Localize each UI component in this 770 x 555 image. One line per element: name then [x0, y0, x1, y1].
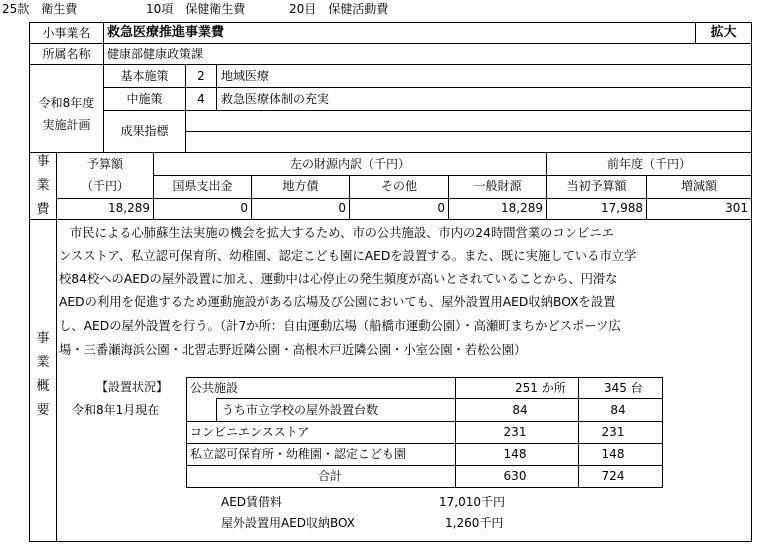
- basic-policy-name: 地域医療: [221, 69, 270, 83]
- mid-policy-label: 中施策: [126, 92, 163, 106]
- basic-policy-no: 2: [197, 69, 205, 83]
- cost-aed-rental-label: AED賃借料: [221, 495, 283, 509]
- kpi-label: 成果指標: [120, 124, 169, 138]
- value-initial: 17,988: [601, 201, 643, 215]
- plan-label-line2: 実施計画: [42, 118, 91, 132]
- value-bond: 0: [338, 201, 346, 215]
- install-public-count: 251 か所: [515, 381, 566, 395]
- amount-label: 予算額: [86, 157, 123, 171]
- status-badge: 拡大: [710, 25, 737, 40]
- cost-box-value: 1,260千円: [445, 516, 504, 530]
- install-school-a: 84: [512, 403, 528, 417]
- value-change: 301: [725, 201, 748, 215]
- mid-policy-no: 4: [197, 92, 205, 106]
- install-public-units: 345 台: [604, 381, 643, 395]
- install-row-conveni: コンビニエンスストア: [190, 425, 310, 439]
- value-amount: 18,289: [108, 201, 150, 215]
- install-date: 令和8年1月現在: [72, 403, 160, 417]
- install-nursery-a: 148: [503, 447, 527, 461]
- install-nursery-b: 148: [601, 447, 625, 461]
- install-total-a: 630: [503, 469, 527, 483]
- value-other: 0: [437, 201, 445, 215]
- install-row-nursery: 私立認可保育所・幼稚園・認定こども園: [190, 447, 407, 461]
- header-kan: 25款 衛生費: [2, 2, 78, 16]
- install-conveni-b: 231: [601, 425, 625, 439]
- basic-policy-label: 基本施策: [120, 69, 169, 83]
- header-moku: 20目 保健活動費: [289, 2, 389, 16]
- cost-aed-rental-value: 17,010千円: [439, 495, 505, 509]
- value-general: 18,289: [501, 201, 543, 215]
- summary-side-label: 事 業 概 要: [36, 331, 50, 418]
- install-conveni-a: 231: [503, 425, 527, 439]
- prev-year-label: 前年度（千円）: [606, 157, 691, 171]
- install-label: 【設置状況】: [96, 380, 169, 394]
- dept-label: 所属名称: [42, 47, 91, 61]
- summary-line: 校84校へのAEDの屋外設置に加え、運動中は心停止の発生頻度が高いとされていることから、円滑な: [59, 272, 618, 286]
- install-row-school: うち市立学校の屋外設置台数: [222, 403, 379, 417]
- col-initial: 当初予算額: [566, 179, 627, 193]
- summary-line: ンスストア、私立認可保育所、幼稚園、認定こども園にAEDを設置する。また、既に実施している市立学: [59, 249, 637, 263]
- plan-label: [30, 92, 103, 136]
- header-kou: 10項 保健衛生費: [146, 2, 246, 16]
- install-school-b: 84: [610, 403, 626, 417]
- project-name: 救急医療推進事業費: [107, 25, 225, 40]
- col-bond: 地方債: [282, 179, 319, 193]
- col-change: 増減額: [680, 179, 717, 193]
- mid-policy-name: 救急医療体制の充実: [221, 92, 330, 106]
- summary-line: AEDの利用を促進するため運動施設がある広場及び公園においても、屋外設置用AED収納BOXを設置: [59, 295, 616, 309]
- install-total-b: 724: [601, 469, 625, 483]
- cost-box-label: 屋外設置用AED収納BOX: [221, 516, 355, 530]
- dept-name: 健康部健康政策課: [107, 47, 204, 61]
- col-general: 一般財源: [473, 179, 522, 193]
- col-national: 国県支出金: [172, 179, 233, 193]
- budget-side-label: 事 業 費: [36, 154, 50, 217]
- summary-line: し、AEDの屋外設置を行う。（計7か所：自由運動広場（船橋市運動公園）・高瀬町まちかどスポーツ広: [59, 319, 621, 333]
- value-national: 0: [240, 201, 248, 215]
- install-row-public: 公共施設: [190, 381, 239, 395]
- project-name-label: 小事業名: [42, 26, 91, 40]
- unit-label: （千円）: [80, 179, 129, 193]
- summary-line: 市民による心肺蘇生法実施の機会を拡大するため、市の公共施設、市内の24時間営業のコンビニエ: [70, 226, 614, 240]
- plan-label-line1: 令和8年度: [38, 96, 95, 110]
- breakdown-label: 左の財源内訳（千円）: [289, 157, 410, 171]
- install-row-total: 合計: [317, 469, 342, 483]
- summary-line: 場・三番瀬海浜公園・北習志野近隣公園・高根木戸近隣公園・小室公園・若松公園）: [59, 343, 527, 357]
- col-other: その他: [380, 179, 417, 193]
